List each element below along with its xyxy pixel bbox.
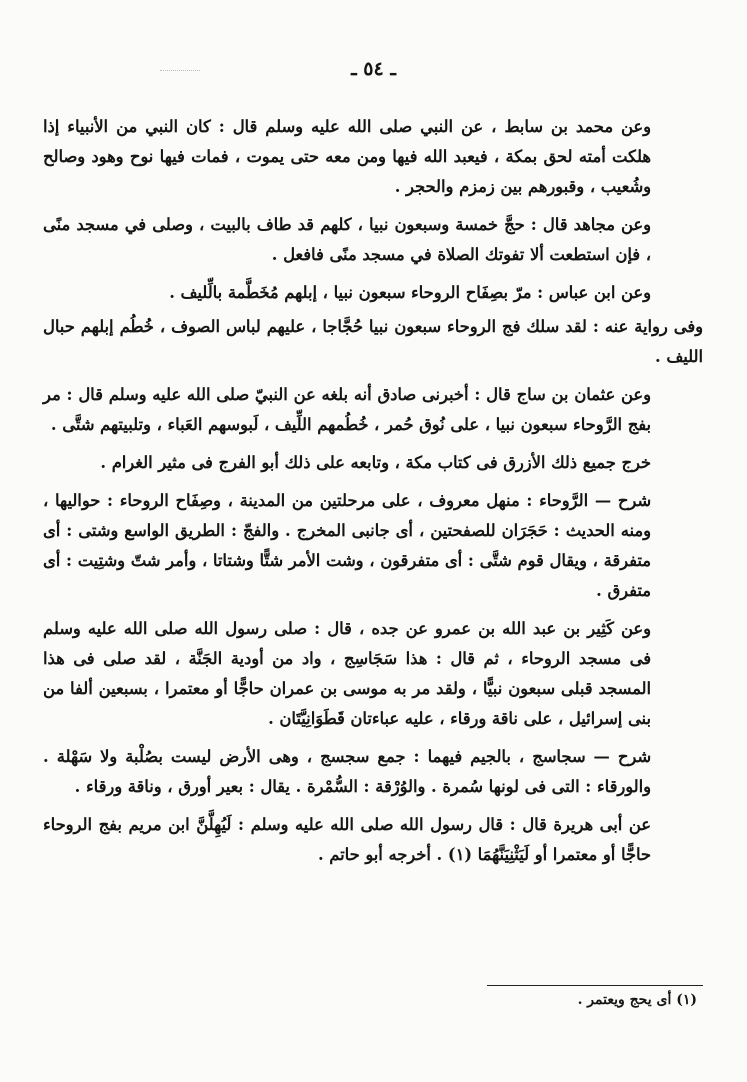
footnote: (١) أى يحج ويعتمر . <box>577 992 697 1008</box>
paragraph: وعن ابن عباس : مرّ بصِفَاح الروحاء سبعون نبيا ، إبلهم مُخَطَّمة بالِّليف . <box>169 283 651 302</box>
paragraph: خرج جميع ذلك الأزرق فى كتاب مكة ، وتابعه على ذلك أبو الفرج فى مثير الغرام . <box>100 453 651 472</box>
paragraph: عن أبى هريرة قال : قال رسول الله صلى الله عليه وسلم : لَيُهِلَّنَّ ابن مريم بفج الروحاء حاجًّا أو معتمرا أو لَيَثْنِيَنَّهُمَا (١) . أخرجه أبو حاتم . <box>43 815 651 864</box>
body-text <box>43 112 703 878</box>
commentary-paragraph: شرح — الرَّوحاء : منهل معروف ، على مرحلتين من المدينة ، وصِفَاح الروحاء : حواليها ، ومنه الحديث : حَجَرَان للصفحتين ، أى جانبى المخرج . والفجّ : الطريق الواسع وشتى : أى متفرقة ، ويقال قوم شتَّى : أى متفرقون ، وشت الأمر شتًّا وشتاتا ، وأمر شتّ وشتِيت : أى متفرق . <box>43 491 651 600</box>
paragraph: وعن عثمان بن ساج قال : أخبرنى صادق أنه بلغه عن النبيّ صلى الله عليه وسلم قال : مر بفج الرَّوحاء سبعون نبيا ، على نُوق حُمر ، خُطُمهم اللِّيف ، لَبوسهم العَباء ، وتلبيتهم شتَّى . <box>43 385 651 434</box>
paragraph: وعن مجاهد قال : حجَّ خمسة وسبعون نبيا ، كلهم قد طاف بالبيت ، وصلى في مسجد منًى ، فإن استطعت ألا تفوتك الصلاة في مسجد منًى فافعل . <box>43 215 651 264</box>
footnote-divider <box>487 985 703 986</box>
page-number: ـ ٥٤ ـ <box>351 58 396 80</box>
paragraph: وعن كَثِير بن عبد الله بن عمرو عن جده ، قال : صلى رسول الله صلى الله عليه وسلم فى مسجد الروحاء ، ثم قال : هذا سَجَاسِج ، واد من أودية الجَنَّة ، لقد صلى فى هذا المسجد قبلى سبعون نبيًّا ، ولقد مر به موسى بن عمران حاجًّا أو معتمرا ، بسبعين ألفا من بنى إسرائيل ، على ناقة ورقاء ، عليه عباءتان قَطَوَانِيَّتَان . <box>43 619 651 728</box>
paragraph: وعن محمد بن سابط ، عن النبي صلى الله عليه وسلم قال : كان النبي من الأنبياء إذا هلكت أمته لحق بمكة ، فيعبد الله فيها ومن معه حتى يموت ، فمات فيها نوح وهود وصالح وشُعيب ، وقبورهم بين زمزم والحجر . <box>43 117 651 196</box>
paragraph: وفى رواية عنه : لقد سلك فج الروحاء سبعون نبيا حُجَّاجا ، عليهم لباس الصوف ، خُطُم إبلهم حبال الليف . <box>43 317 703 366</box>
commentary-paragraph: شرح — سجاسج ، بالجيم فيهما : جمع سجسج ، وهى الأرض ليست بصُلْبة ولا سَهْلة . والورقاء : التى فى لونها سُمرة . والوُرْقة : السُّمْرة . يقال : بعير أورق ، وناقة ورقاء . <box>43 747 651 796</box>
